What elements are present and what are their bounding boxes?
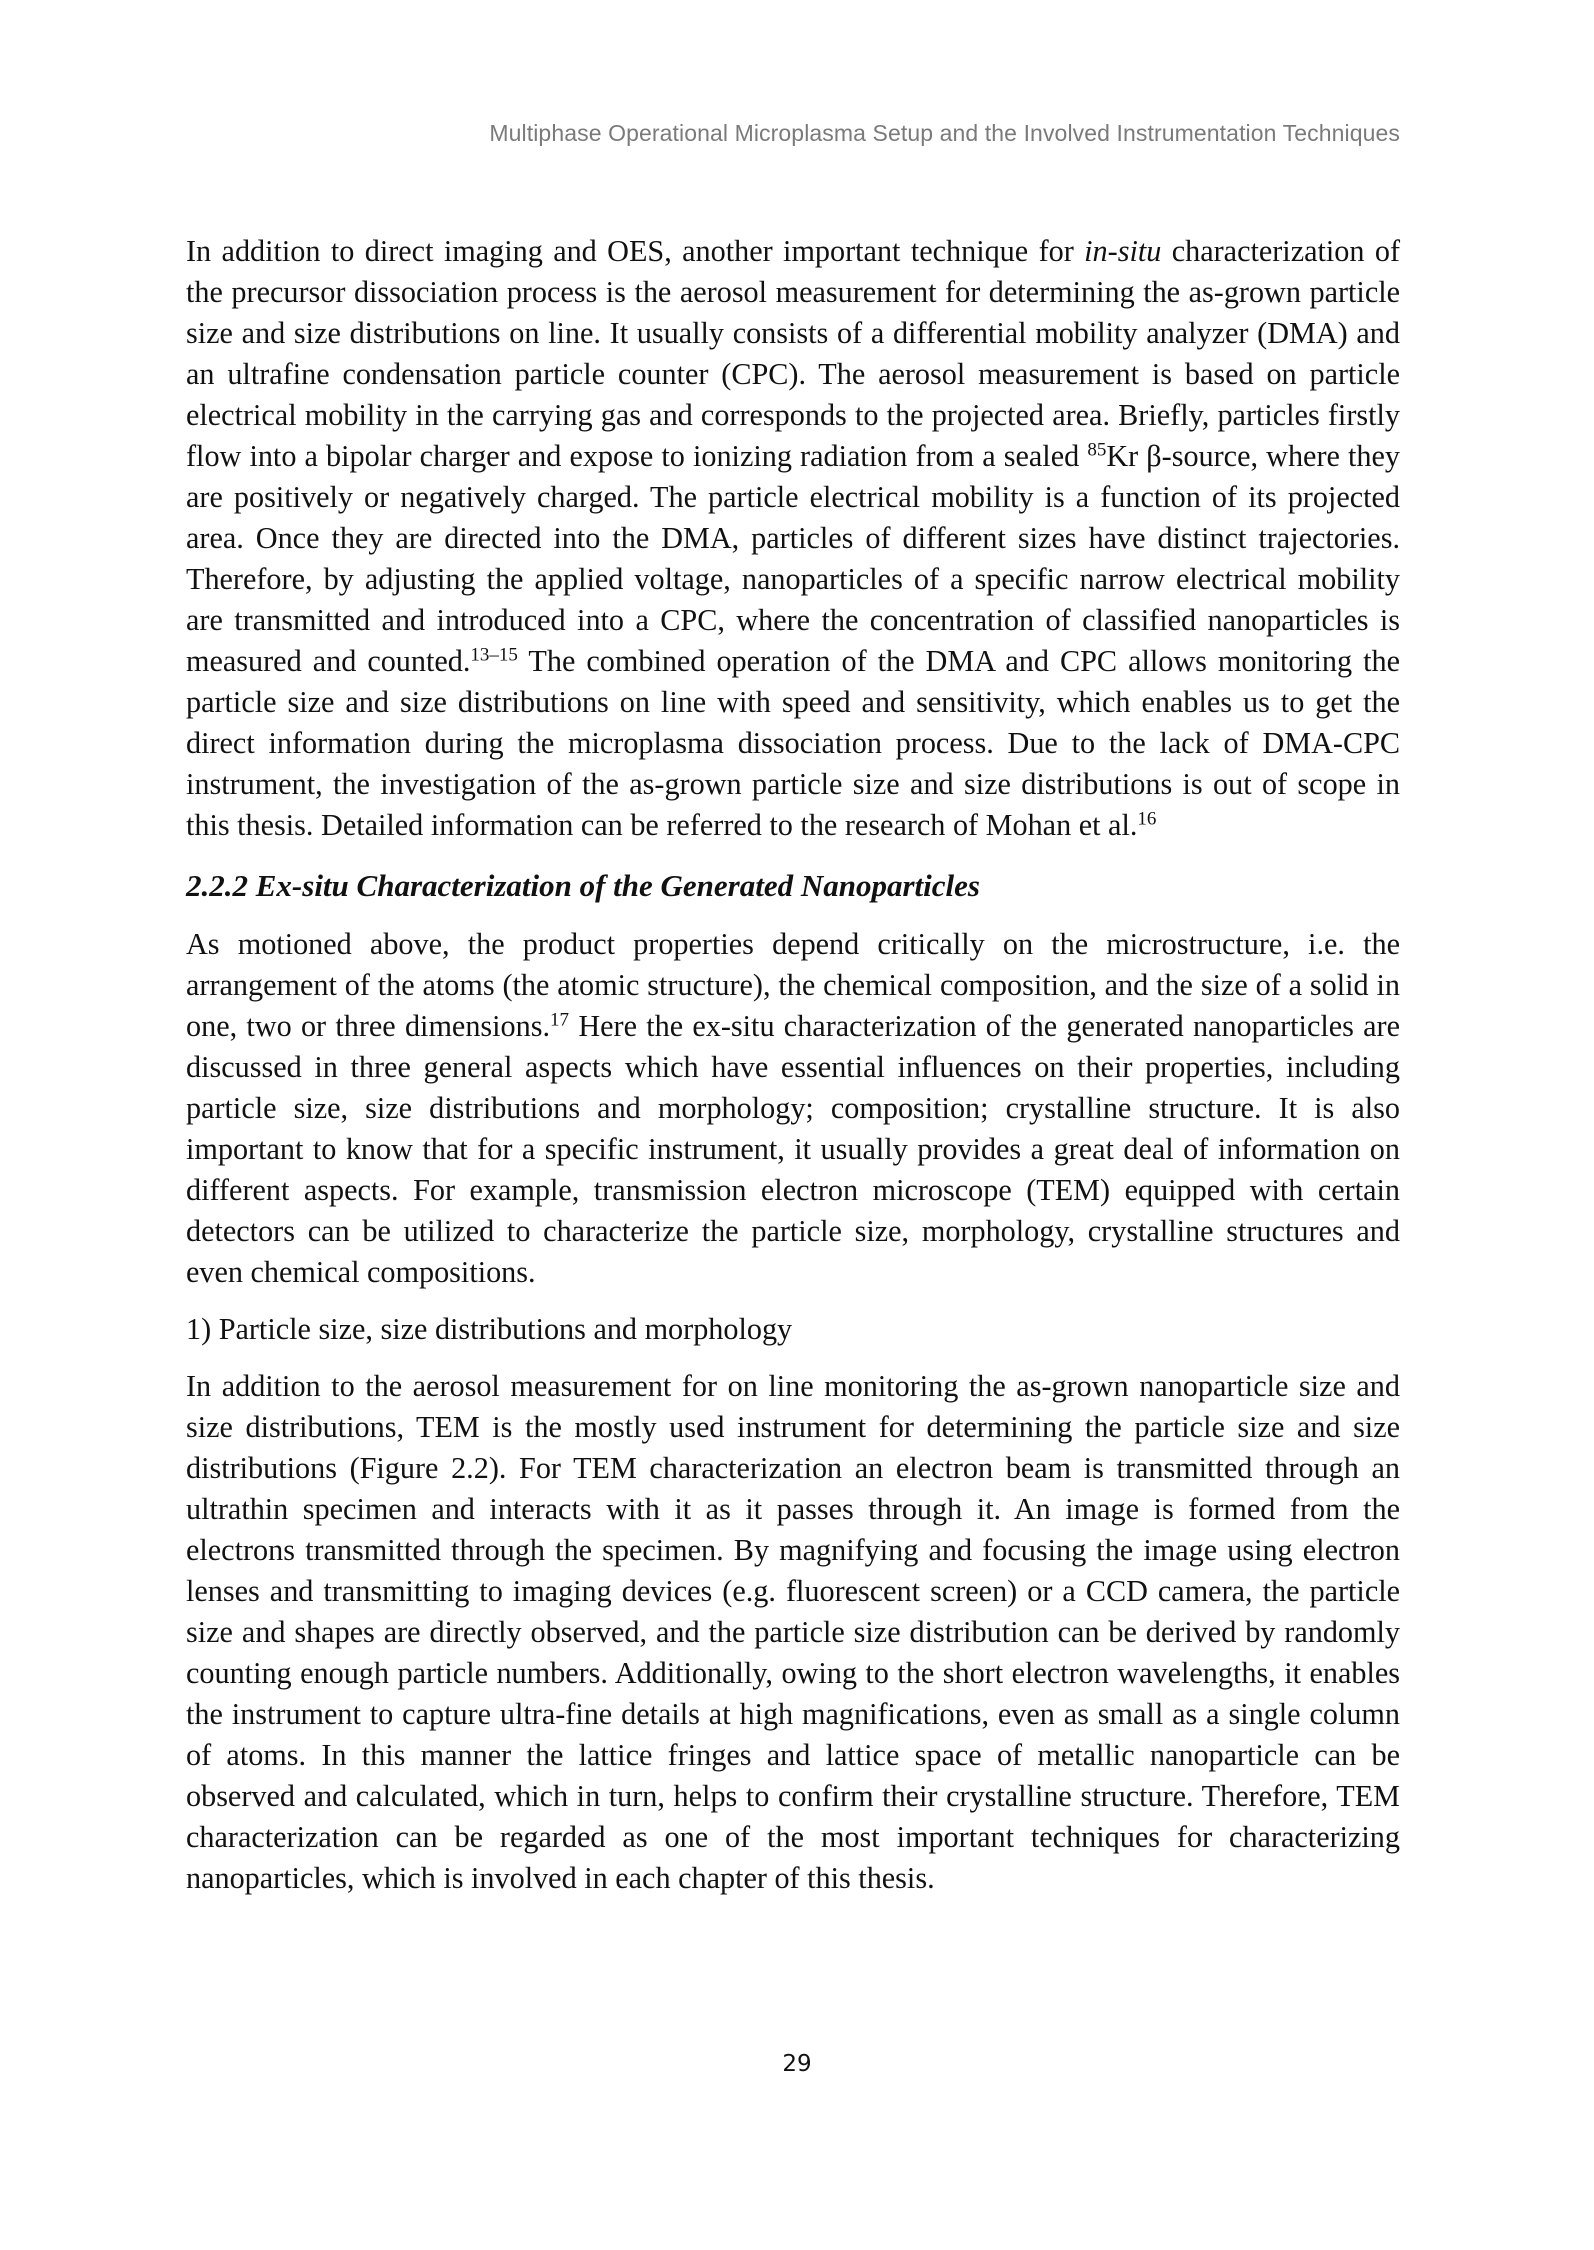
italic-term: in-situ [1084,234,1162,268]
list-heading-particle-size: 1) Particle size, size distributions and morphology [186,1312,793,1346]
isotope-superscript: 85 [1087,439,1107,461]
paragraph-tem: In addition to the aerosol measurement for on line monitoring the as-grown nanoparticle size and size distributions, TEM is the mostly used instrument for determining the particle size and size distributions (Figure 2.2). For TEM characterization an electron beam is transmitted through an ultrathin specimen and interacts with it as it passes through it. An image is formed from the electrons transmitted through the specimen. By magnifying and focusing the image using electron lenses and transmitting to imaging devices (e.g. fluorescent screen) or a CCD camera, the particle size and shapes are directly observed, and the particle size distribution can be derived by randomly counting enough particle numbers. Additionally, owing to the short electron wavelengths, it enables the instrument to capture ultra-fine details at high magnifications, even as small as a single column of atoms. In this manner the lattice fringes and lattice space of metallic nanoparticle can be observed and calculated, which in turn, helps to confirm their crystalline structure. Therefore, TEM characterization can be regarded as one of the most important techniques for characterizing nanoparticles, which is involved in each chapter of this thesis. [186,1369,1400,1895]
paragraph-text: As motioned above, the product properties depend critically on the microstructure, i.e. the arrangement of the atoms (the atomic structure), the chemical composition, and the size of a solid in one, two or three dimensions. [186,927,1400,1043]
page-number: 29 [782,2051,812,2077]
paragraph-text: Here the ex-situ characterization of the generated nanoparticles are discussed in three general aspects which have essential influences on their properties, including particle size, size distributions and morphology; composition; crystalline structure. It is also important to know that for a specific instrument, it usually provides a great deal of information on different aspects. For example, transmission electron microscope (TEM) equipped with certain detectors can be utilized to characterize the particle size, morphology, crystalline structures and even chemical compositions. [186,1009,1400,1289]
paragraph-text: In addition to direct imaging and OES, another important technique for [186,234,1085,268]
section-heading: 2.2.2 Ex-situ Characterization of the Generated Nanoparticles [186,868,980,903]
paragraph-ex-situ-intro [186,924,1400,1293]
paragraph-text: characterization of the precursor dissociation process is the aerosol measurement for determining the as-grown particle size and size distributions on line. It usually consists of a differential mobility analyzer (DMA) and an ultrafine condensation particle counter (CPC). The aerosol measurement is based on particle electrical mobility in the carrying gas and corresponds to the projected area. Briefly, particles firstly flow into a bipolar charger and expose to ionizing radiation from a sealed [186,234,1400,473]
running-header: Multiphase Operational Microplasma Setup and the Involved Instrumentation Techniques [489,120,1400,146]
paragraph-aerosol-measurement [186,231,1400,846]
citation-superscript: 16 [1137,808,1157,830]
page-body [186,231,1400,1899]
citation-superscript: 17 [550,1009,570,1031]
paragraph-text: Kr β-source, where they are positively or negatively charged. The particle electrical mobility is a function of its projected area. Once they are directed into the DMA, particles of different sizes have distinct trajectories. Therefore, by adjusting the applied voltage, nanoparticles of a specific narrow electrical mobility are transmitted and introduced into a CPC, where the concentration of classified nanoparticles is measured and counted. [186,439,1400,678]
paragraph-text: The combined operation of the DMA and CPC allows monitoring the particle size and size distributions on line with speed and sensitivity, which enables us to get the direct information during the microplasma dissociation process. Due to the lack of DMA-CPC instrument, the investigation of the as-grown particle size and size distributions is out of scope in this thesis. Detailed information can be referred to the research of Mohan et al. [186,644,1400,842]
citation-superscript: 13–15 [470,644,518,666]
